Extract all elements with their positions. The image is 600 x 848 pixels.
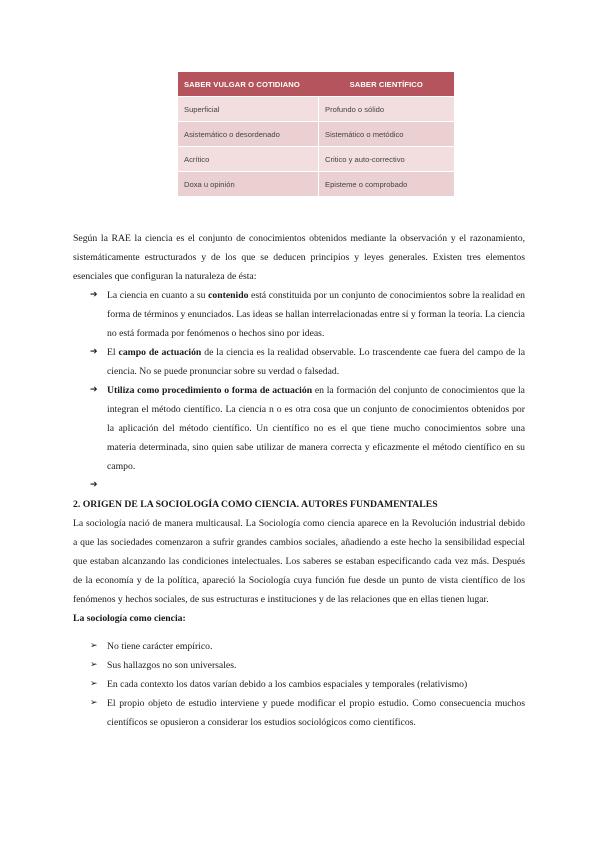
list-item: ➔ El campo de actuación de la ciencia es la realidad observable. Lo trascendente cae fuera del campo de la ciencia. No se puede pronunciar sobre su verdad o falsedad.	[73, 343, 525, 381]
table-cell: Episteme o comprobado	[319, 172, 455, 197]
table-cell: Sistemático o metódico	[319, 122, 455, 147]
list-item: ➔ Utiliza como procedimiento o forma de actuación en la formación del conjunto de conocimientos que la integran el método científico. La ciencia n o es otra cosa que un conjunto de conocimientos obtenidos por la aplicación del método científico. Un científico no es el que tiene mucho conocimientos sobre una materia determinada, sino quien sabe utilizar de manera correcta y eficazmente el método científico en su campo.	[73, 381, 525, 476]
comparison-table	[178, 72, 454, 196]
table-cell: Doxa u opinión	[178, 172, 319, 197]
arrow-bullet-icon: ➔	[90, 480, 98, 490]
sociology-points-list	[73, 637, 525, 732]
bold-term: Utiliza como procedimiento o forma de actuación	[107, 385, 313, 396]
intro-paragraph: Según la RAE la ciencia es el conjunto de conocimientos obtenidos mediante la observación y el razonamiento, sistemáticamente estructurados y de los que se deducen principios y leyes generales. Existen tres elementos esenciales que configuran la naturaleza de ésta:	[73, 233, 525, 282]
column-header-vulgar: SABER VULGAR O COTIDIANO	[178, 72, 319, 97]
section-heading: 2. ORIGEN DE LA SOCIOLOGÍA COMO CIENCIA. AUTORES FUNDAMENTALES	[73, 499, 438, 510]
list-item: ➢ El propio objeto de estudio interviene y puede modificar el propio estudio. Como consecuencia muchos científicos se opusieron a considerar los estudios sociológicos como científicos.	[73, 694, 525, 732]
bold-term: contenido	[208, 290, 249, 301]
elements-list	[73, 286, 525, 495]
table-cell: Superficial	[178, 97, 319, 122]
table-row	[178, 122, 454, 147]
column-header-cientifico: SABER CIENTÍFICO	[319, 72, 455, 97]
body-text	[73, 229, 525, 732]
table-cell: Profundo o sólido	[319, 97, 455, 122]
list-item-empty	[73, 476, 525, 495]
triangle-bullet-icon: ➢	[90, 660, 98, 670]
list-item: ➢ Sus hallazgos no son universales.	[73, 656, 525, 675]
table-cell: Asistemático o desordenado	[178, 122, 319, 147]
list-item: ➢ No tiene carácter empírico.	[73, 637, 525, 656]
arrow-bullet-icon: ➔	[90, 385, 98, 395]
arrow-bullet-icon: ➔	[90, 347, 98, 357]
triangle-bullet-icon: ➢	[90, 679, 98, 689]
table-header-row	[178, 72, 454, 97]
table-row	[178, 172, 454, 197]
table-cell: Acrítico	[178, 147, 319, 172]
table-row	[178, 147, 454, 172]
triangle-bullet-icon: ➢	[90, 698, 98, 708]
arrow-bullet-icon: ➔	[90, 290, 98, 300]
table-cell: Critico y auto-correctivo	[319, 147, 455, 172]
section-paragraph: La sociología nació de manera multicausal. La Sociología como ciencia aparece en la Revolución industrial debido a que las sociedades comenzaron a sufrir grandes cambios sociales, añadiendo a este hecho la sensibilidad especial que estaban alcanzando las condiciones intelectuales. Los saberes se estaban especificando cada vez más. Después de la economía y de la política, apareció la Sociología cuya función fue desde un punto de vista científico de los fenómenos y hechos sociales, de sus estructuras e instituciones y de las relaciones que en ellas tienen lugar.	[73, 518, 525, 605]
triangle-bullet-icon: ➢	[90, 641, 98, 651]
bold-term: campo de actuación	[118, 347, 202, 358]
table-row	[178, 97, 454, 122]
list-item: ➢ En cada contexto los datos varían debido a los cambios espaciales y temporales (relativismo)	[73, 675, 525, 694]
sub-heading: La sociología como ciencia:	[73, 613, 186, 624]
list-item: ➔ La ciencia en cuanto a su contenido está constituida por un conjunto de conocimientos sobre la realidad en forma de términos y enunciados. Las ideas se hallan interrelacionadas entre sí y forman la teoría. La ciencia no está formada por fenómenos o hechos sino por ideas.	[73, 286, 525, 343]
